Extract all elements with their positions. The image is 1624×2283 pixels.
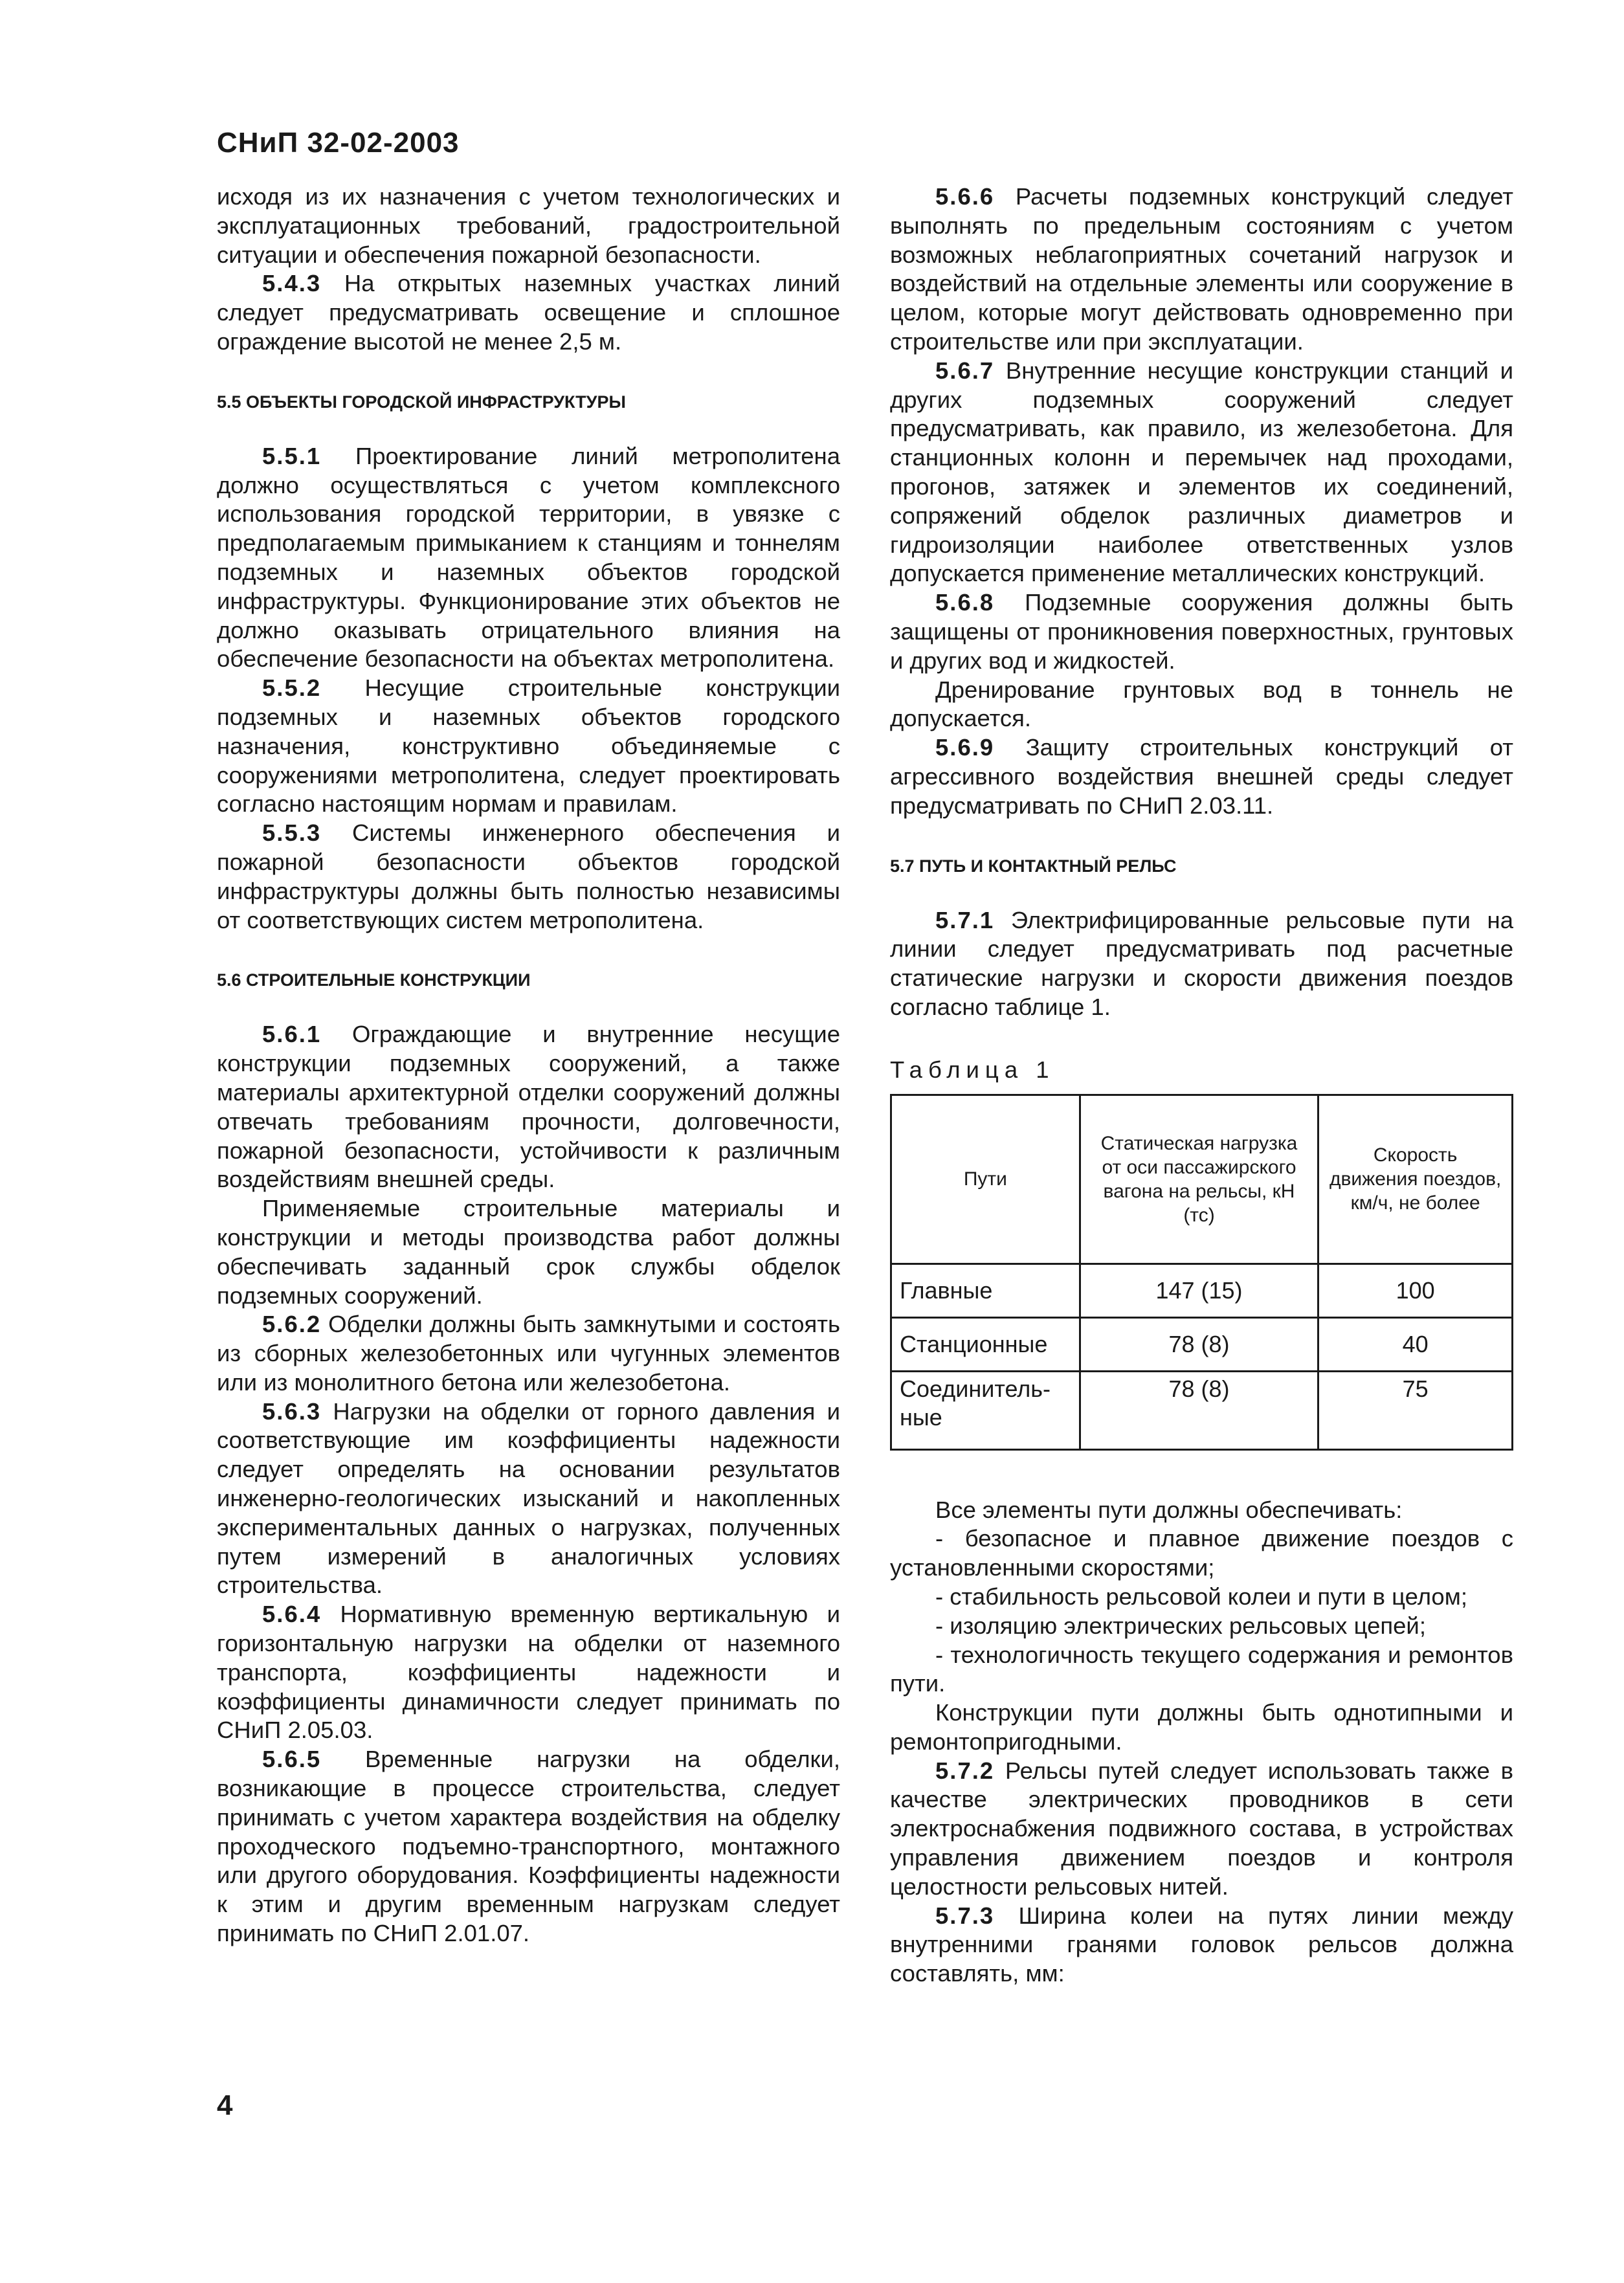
left-column (217, 183, 840, 1948)
table-cell: 75 (1318, 1371, 1513, 1449)
clause-5-6-7 (890, 357, 1513, 588)
table-cell: Соединитель-ные (891, 1371, 1080, 1449)
clause-5-6-5 (217, 1745, 840, 1948)
table-row (891, 1264, 1513, 1317)
list-item: - безопасное и плавное движение поездов с установленными скоростями; (890, 1525, 1513, 1581)
clause-text: Проектирование линий метрополитена должно осуществляться с учетом комплексного использования городской территории, в увязке с предполагаемым примыканием к станциям и тоннелям подземных и наземных объектов городской инфраструктуры. Функционирование этих объектов не должно оказывать отрицательного влияния на обеспечение безопасности на объектах метрополитена. (217, 442, 840, 673)
clause-text: Защиту строительных конструкций от агрессивного воздействия внешней среды следует предусматривать по СНиП 2.03.11. (890, 734, 1513, 819)
clause-5-5-3 (217, 819, 840, 935)
section-heading-5-5: 5.5 ОБЪЕКТЫ ГОРОДСКОЙ ИНФРАСТРУКТУРЫ (217, 392, 626, 412)
list-item: - технологичность текущего содержания и ремонтов пути. (890, 1641, 1513, 1697)
section-heading-5-7: 5.7 ПУТЬ И КОНТАКТНЫЙ РЕЛЬС (890, 856, 1177, 876)
clause-number: 5.6.7 (935, 357, 995, 384)
clause-text: Электрифицированные рельсовые пути на линии следует предусматривать под расчетные статические нагрузки и скорости движения поездов согласно таблице 1. (890, 906, 1513, 1020)
clause-number: 5.7.3 (935, 1902, 995, 1929)
right-column (890, 183, 1513, 1988)
clause-text: На открытых наземных участках линий следует предусматривать освещение и сплошное ограждение высотой не менее 2,5 м. (217, 270, 840, 355)
table-header-cell: Скорость движения поездов, км/ч, не более (1318, 1095, 1513, 1264)
table-header-row (891, 1095, 1513, 1264)
clause-5-7-3 (890, 1902, 1513, 1988)
clause-5-6-9 (890, 733, 1513, 820)
clause-text: Расчеты подземных конструкций следует выполнять по предельным состояниям с учетом возможных неблагоприятных сочетаний нагрузок и воздействий на отдельные элементы или сооружение в целом, которые могут действовать одновременно при строительстве или при эксплуатации. (890, 183, 1513, 355)
clause-number: 5.6.9 (935, 734, 995, 761)
clause-5-6-3 (217, 1398, 840, 1601)
clause-text: Рельсы путей следует использовать также в качестве электрических проводников в сети электроснабжения подвижного состава, в устройствах управления движением поездов и контроля целостности рельсовых нитей. (890, 1757, 1513, 1900)
clause-number: 5.6.3 (262, 1398, 322, 1425)
clause-text: Ширина колеи на путях линии между внутренними гранями головок рельсов должна составлять, мм: (890, 1902, 1513, 1987)
table-cell: 78 (8) (1080, 1371, 1318, 1449)
clause-5-6-2 (217, 1310, 840, 1397)
clause-text: Нормативную временную вертикальную и горизонтальную нагрузки на обделки от наземного транспорта, коэффициенты надежности и коэффициенты динамичности следует принимать по СНиП 2.05.03. (217, 1601, 840, 1744)
clause-text: Системы инженерного обеспечения и пожарной безопасности объектов городской инфраструктуры должны быть полностью независимы от соответствующих систем метрополитена. (217, 819, 840, 933)
clause-5-6-8-continued: Дренирование грунтовых вод в тоннель не допускается. (890, 676, 1513, 732)
clause-5-4-3 (217, 269, 840, 356)
section-heading-5-6: 5.6 СТРОИТЕЛЬНЫЕ КОНСТРУКЦИИ (217, 970, 531, 990)
table-cell: 78 (8) (1080, 1317, 1318, 1371)
clause-5-6-1-continued: Применяемые строительные материалы и конструкции и методы производства работ должны обеспечивать заданный срок службы обделок подземных сооружений. (217, 1195, 840, 1309)
table-header-cell: Статическая нагрузка от оси пассажирского вагона на рельсы, кН (тс) (1080, 1095, 1318, 1264)
table-header-cell: Пути (891, 1095, 1080, 1264)
table-cell: Главные (891, 1264, 1080, 1317)
table-cell: 100 (1318, 1264, 1513, 1317)
clause-5-7-1 (890, 906, 1513, 1022)
clause-5-5-1 (217, 442, 840, 674)
clause-number: 5.6.2 (262, 1311, 322, 1338)
clause-number: 5.5.1 (262, 442, 322, 469)
clause-5-7-2 (890, 1757, 1513, 1902)
table-cell: Станционные (891, 1317, 1080, 1371)
clause-text: Ограждающие и внутренние несущие конструкции подземных сооружений, а также материалы архитектурной отделки сооружений должны отвечать требованиям прочности, долговечности, пожарной безопасности, устойчивости к различным воздействиям внешней среды. (217, 1021, 840, 1193)
clause-number: 5.6.8 (935, 589, 995, 616)
clause-number: 5.6.6 (935, 183, 995, 210)
clause-number: 5.6.1 (262, 1021, 322, 1048)
clause-text: Нагрузки на обделки от горного давления и соответствующие им коэффициенты надежности следует определять на основании результатов инженерно-геологических изысканий и накопленных экспериментальных данных о нагрузках, полученных путем измерений в аналогичных условиях строительства. (217, 1398, 840, 1599)
clause-5-6-8 (890, 588, 1513, 675)
clause-5-6-4 (217, 1600, 840, 1745)
clause-number: 5.5.2 (262, 674, 322, 702)
clause-number: 5.6.5 (262, 1746, 322, 1773)
table-1 (890, 1094, 1513, 1451)
clause-text: Подземные сооружения должны быть защищены от проникновения поверхностных, грунтовых и других вод и жидкостей. (890, 589, 1513, 674)
clause-text: Внутренние несущие конструкции станций и других подземных сооружений следует предусматривать, как правило, из железобетона. Для станционных колонн и перемычек над проходами, прогонов, затяжек и элементов их соединений, сопряжений обделок различных диаметров и гидроизоляции наиболее ответственных узлов допускается применение металлических конструкций. (890, 357, 1513, 587)
table-caption: Таблица 1 (890, 1056, 1055, 1083)
intro-paragraph: исходя из их назначения с учетом технологических и эксплуатационных требований, градостроительной ситуации и обеспечения пожарной безопасности. (217, 183, 840, 268)
clause-text: Обделки должны быть замкнутыми и состоять из сборных железобетонных или чугунных элементов или из монолитного бетона или железобетона. (217, 1311, 840, 1396)
clause-text: Несущие строительные конструкции подземных и наземных объектов городского назначения, конструктивно объединяемые с сооружениями метрополитена, следует проектировать согласно настоящим нормам и правилам. (217, 674, 840, 818)
table-row (891, 1371, 1513, 1449)
clause-number: 5.7.2 (935, 1757, 995, 1784)
clause-5-6-6 (890, 183, 1513, 357)
table-row (891, 1317, 1513, 1371)
table-cell: 40 (1318, 1317, 1513, 1371)
clause-5-5-2 (217, 674, 840, 819)
clause-number: 5.6.4 (262, 1601, 322, 1628)
list-item: - изоляцию электрических рельсовых цепей; (935, 1612, 1426, 1639)
clause-number: 5.7.1 (935, 906, 995, 933)
page-number: 4 (217, 2089, 233, 2121)
elements-intro: Все элементы пути должны обеспечивать: (935, 1496, 1403, 1523)
constructions-paragraph: Конструкции пути должны быть однотипными и ремонтопригодными. (890, 1699, 1513, 1755)
clause-number: 5.5.3 (262, 819, 322, 847)
clause-text: Временные нагрузки на обделки, возникающие в процессе строительства, следует принимать с учетом характера воздействия на обделку проходческого подъемно-транспортного, монтажного или другого оборудования. Коэффициенты надежности к этим и другим временным нагрузкам следует принимать по СНиП 2.01.07. (217, 1746, 840, 1947)
doc-code-header: СНиП 32-02-2003 (217, 127, 460, 159)
table-cell: 147 (15) (1080, 1264, 1318, 1317)
list-item: - стабильность рельсовой колеи и пути в целом; (935, 1583, 1467, 1610)
clause-number: 5.4.3 (262, 270, 322, 297)
clause-5-6-1 (217, 1020, 840, 1194)
